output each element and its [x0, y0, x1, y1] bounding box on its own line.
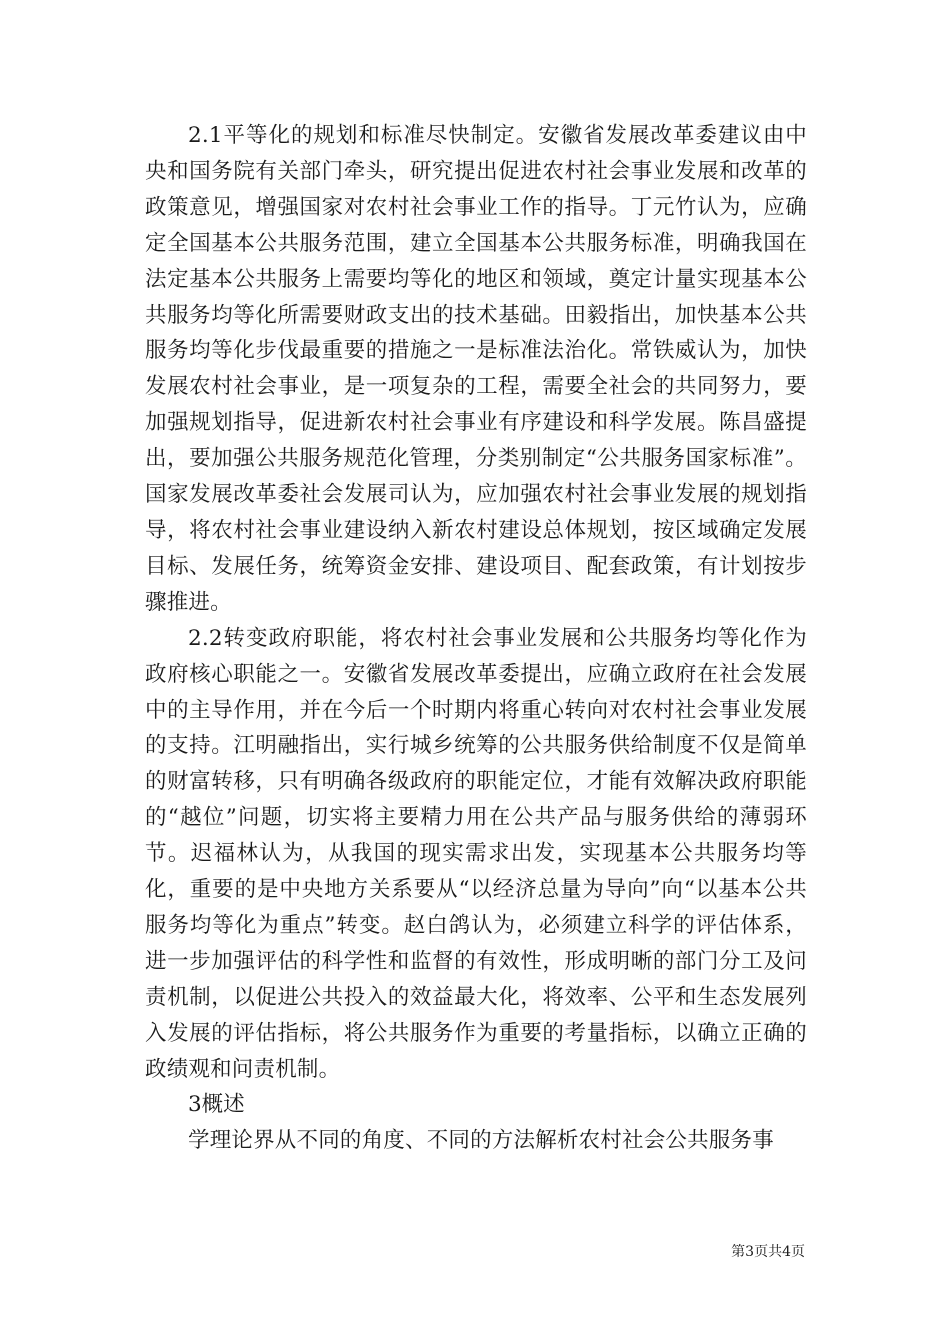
paragraph-2-1: 2.1平等化的规划和标准尽快制定。安徽省发展改革委建议由中央和国务院有关部门牵头，研究提出促进农村社会事业发展和改革的政策意见，增强国家对农村社会事业工作的指导。丁元竹认为，应确定全国基本公共服务范围，建立全国基本公共服务标准，明确我国在法定基本公共服务上需要均等化的地区和领域，奠定计量实现基本公共服务均等化所需要财政支出的技术基础。田毅指出，加快基本公共服务均等化步伐最重要的措施之一是标准法治化。常铁威认为，加快发展农村社会事业，是一项复杂的工程，需要全社会的共同努力，要加强规划指导，促进新农村社会事业有序建设和科学发展。陈昌盛提出，要加强公共服务规范化管理，分类别制定“公共服务国家标准”。国家发展改革委社会发展司认为，应加强农村社会事业发展的规划指导，将农村社会事业建设纳入新农村建设总体规划，按区域确定发展目标、发展任务，统筹资金安排、建设项目、配套政策，有计划按步骤推进。 — [145, 123, 807, 615]
paragraph-2-2: 2.2转变政府职能，将农村社会事业发展和公共服务均等化作为政府核心职能之一。安徽省发展改革委提出，应确立政府在社会发展中的主导作用，并在今后一个时期内将重心转向对农村社会事业发展的支持。江明融指出，实行城乡统筹的公共服务供给制度不仅是简单的财富转移，只有明确各级政府的职能定位，才能有效解决政府职能的“越位”问题，切实将主要精力用在公共产品与服务供给的薄弱环节。迟福林认为，从我国的现实需求出发，实现基本公共服务均等化，重要的是中央地方关系要从“以经济总量为导向”向“以基本公共服务均等化为重点”转变。赵白鸽认为，必须建立科学的评估体系，进一步加强评估的科学性和监督的有效性，形成明晰的部门分工及问责机制，以促进公共投入的效益最大化，将效率、公平和生态发展列入发展的评估指标，将公共服务作为重要的考量指标，以确立正确的政绩观和问责机制。 — [145, 625, 807, 1082]
paragraph-3-start: 学理论界从不同的角度、不同的方法解析农村社会公共服务事 — [188, 1128, 774, 1154]
document-body — [145, 118, 807, 1159]
section-heading: 3概述 — [188, 1092, 245, 1118]
page-number: 第3页共4页 — [731, 1244, 805, 1260]
